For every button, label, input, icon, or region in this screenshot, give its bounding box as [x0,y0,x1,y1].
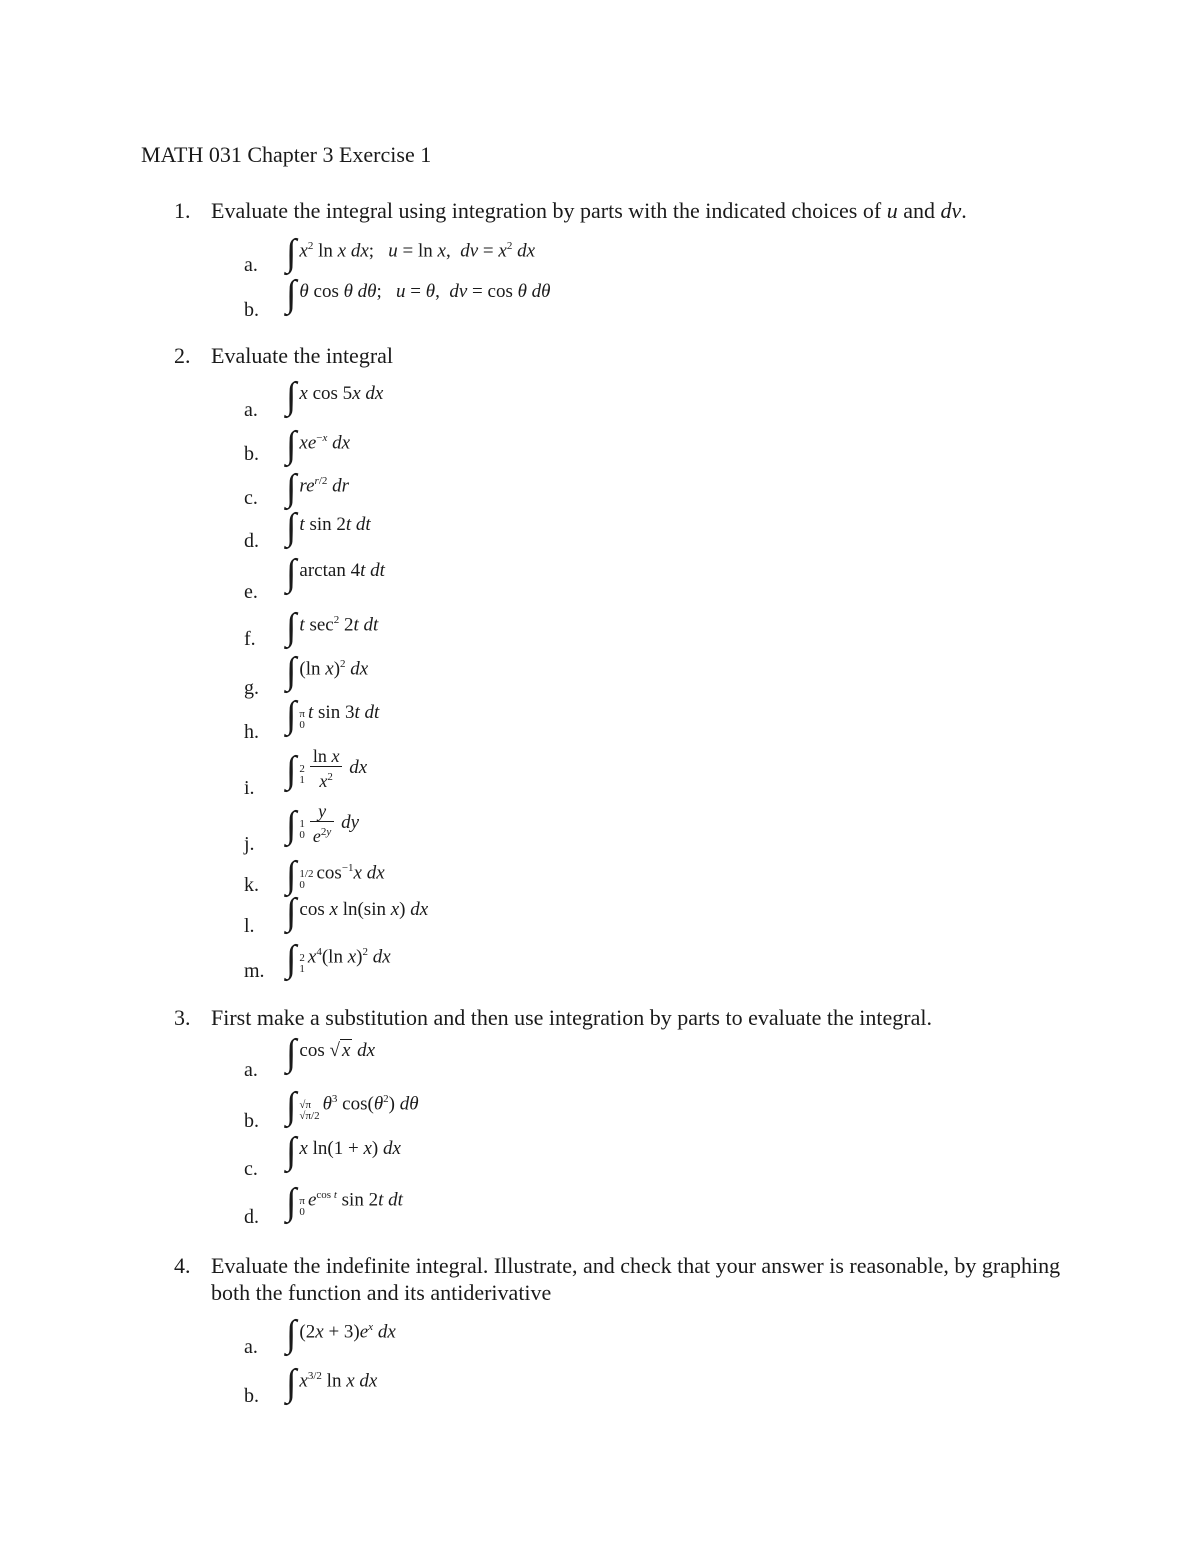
q3-letter-c: c. [244,1158,258,1180]
q2-expr-h: ∫ π 0 t sin 3t dt [286,694,380,736]
q2-expr-f: ∫ t $\sec^2 2t$ dt [286,606,379,649]
q4-letter-a: a. [244,1336,258,1358]
q3-letter-b: b. [244,1110,259,1132]
q2-expr-i: ∫ 2 1 $\frac{\text{ln x}}{x^2}$ dx [286,746,368,791]
q2-expr-g: ∫ (ln x)$^2$ dx [286,650,369,693]
var-u: u [886,198,898,223]
q2-letter-l: l. [244,915,255,937]
q1-expr-a: ∫ $x^2$ ln x dx; u = ln x, dv = $x^2$ dx [286,232,536,275]
q2-expr-j: ∫ 1 0 $\frac{y}{e^{2y}}$ dy [286,801,359,846]
q3-letter-a: a. [244,1059,258,1081]
question-1-text: Evaluate the integral using integration by parts with the indicated choices of u and dv. [211,198,967,223]
q2-letter-d: d. [244,530,259,552]
page-title: MATH 031 Chapter 3 Exercise 1 [141,142,432,167]
q2-letter-k: k. [244,874,259,896]
q3-letter-d: d. [244,1206,259,1228]
q3-expr-d: ∫ π 0 $e^{cos t}$ sin 2t dt [286,1181,403,1224]
q1-letter-a: a. [244,254,258,276]
question-3-text: First make a substitution and then use integration by parts to evaluate the integral. [211,1005,932,1030]
q2-expr-l: ∫ cos x ln(sin x) dx [286,891,429,933]
q2-letter-b: b. [244,443,259,465]
q2-letter-m: m. [244,960,265,982]
question-2-number: 2. [174,343,191,368]
question-3-number: 3. [174,1005,191,1030]
q2-letter-g: g. [244,677,259,699]
q1-letter-b: b. [244,299,259,321]
q2-letter-c: c. [244,487,258,509]
question-4-text: Evaluate the indefinite integral. Illustrate, and check that your answer is reasonable, by graphing both the function and its antiderivative [211,1253,1061,1305]
q2-expr-d: ∫ t sin 2t dt [286,506,371,548]
q2-expr-m: ∫ 2 1 $x^4(\ln$ x)$^2$ dx [286,938,391,981]
q2-expr-a: ∫ x cos 5x dx [286,375,384,417]
question-2-text: Evaluate the integral [211,343,394,368]
q2-expr-c: ∫ $re^{r/2}$ dr [286,467,350,510]
question-4-number: 4. [174,1253,191,1278]
q3-expr-b: ∫ √π √π/2 $\theta^3$ $\cos(\theta^2)$ dθ [286,1085,419,1128]
q3-expr-a: ∫ cos √ x dx [286,1032,376,1074]
q2-letter-i: i. [244,777,255,799]
q2-expr-k: ∫ 1/2 0 $\cos^{-1}x$ dx [286,854,385,897]
q1-expr-b: ∫ θ cos θ dθ; u = θ, dv = cos θ dθ [286,273,551,315]
q2-letter-j: j. [244,833,255,855]
q2-letter-h: h. [244,721,259,743]
q2-letter-f: f. [244,628,256,650]
q4-expr-b: ∫ $x^{3/2}$ ln x dx [286,1362,378,1405]
var-dv: dv [940,198,962,223]
q2-expr-b: ∫ $xe^{-x}$ dx [286,424,351,467]
question-1-number: 1. [174,198,191,223]
q3-expr-c: ∫ x ln(1 + x) dx [286,1130,401,1172]
q4-expr-a: ∫ $(2x + 3)e^x$ dx [286,1313,396,1356]
q2-expr-e: ∫ arctan 4t dt [286,552,385,594]
q2-letter-a: a. [244,399,258,421]
q4-letter-b: b. [244,1385,259,1407]
q2-letter-e: e. [244,581,258,603]
